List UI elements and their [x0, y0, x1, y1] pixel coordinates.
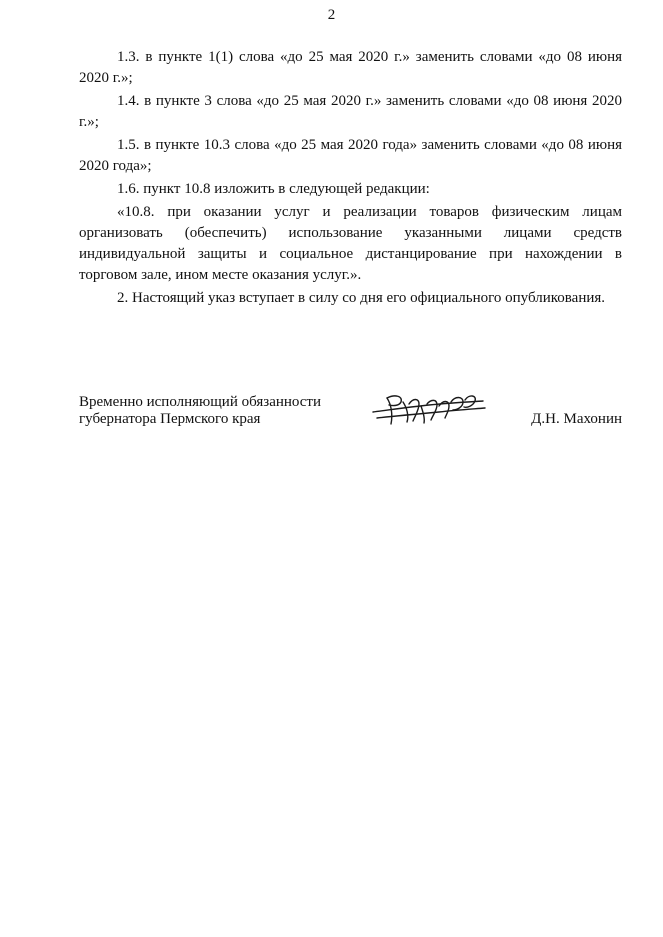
- paragraph-2: 2. Настоящий указ вступает в силу со дня его официального опубликования.: [117, 290, 606, 306]
- document-body: [79, 47, 622, 311]
- paragraph-1-5: 1.5. в пункте 10.3 слова «до 25 мая 2020 года» заменить словами «до 08 июня 2020 года»;: [79, 137, 622, 174]
- paragraph-1-6: 1.6. пункт 10.8 изложить в следующей редакции:: [117, 181, 430, 197]
- signer-position: [79, 394, 321, 428]
- paragraph-1-3: 1.3. в пункте 1(1) слова «до 25 мая 2020 г.» заменить словами «до 08 июня 2020 г.»;: [79, 49, 622, 86]
- handwritten-signature: [369, 388, 489, 430]
- signer-position-line-1: Временно исполняющий обязанности: [79, 394, 322, 410]
- page-number: 2: [327, 7, 336, 23]
- signer-position-line-2: губернатора Пермского края: [79, 411, 261, 427]
- paragraph-10-8-quote: «10.8. при оказании услуг и реализации товаров физическим лицам организовать (обеспечить) использование указанными лицами средств индивидуальной защиты и социальное дистанцирование при нахождении в торговом зале, ином месте оказания услуг.».: [79, 204, 622, 283]
- signature-block: [79, 394, 622, 430]
- paragraph-1-4: 1.4. в пункте 3 слова «до 25 мая 2020 г.» заменить словами «до 08 июня 2020 г.»;: [79, 93, 622, 130]
- signer-name: Д.Н. Махонин: [531, 411, 622, 427]
